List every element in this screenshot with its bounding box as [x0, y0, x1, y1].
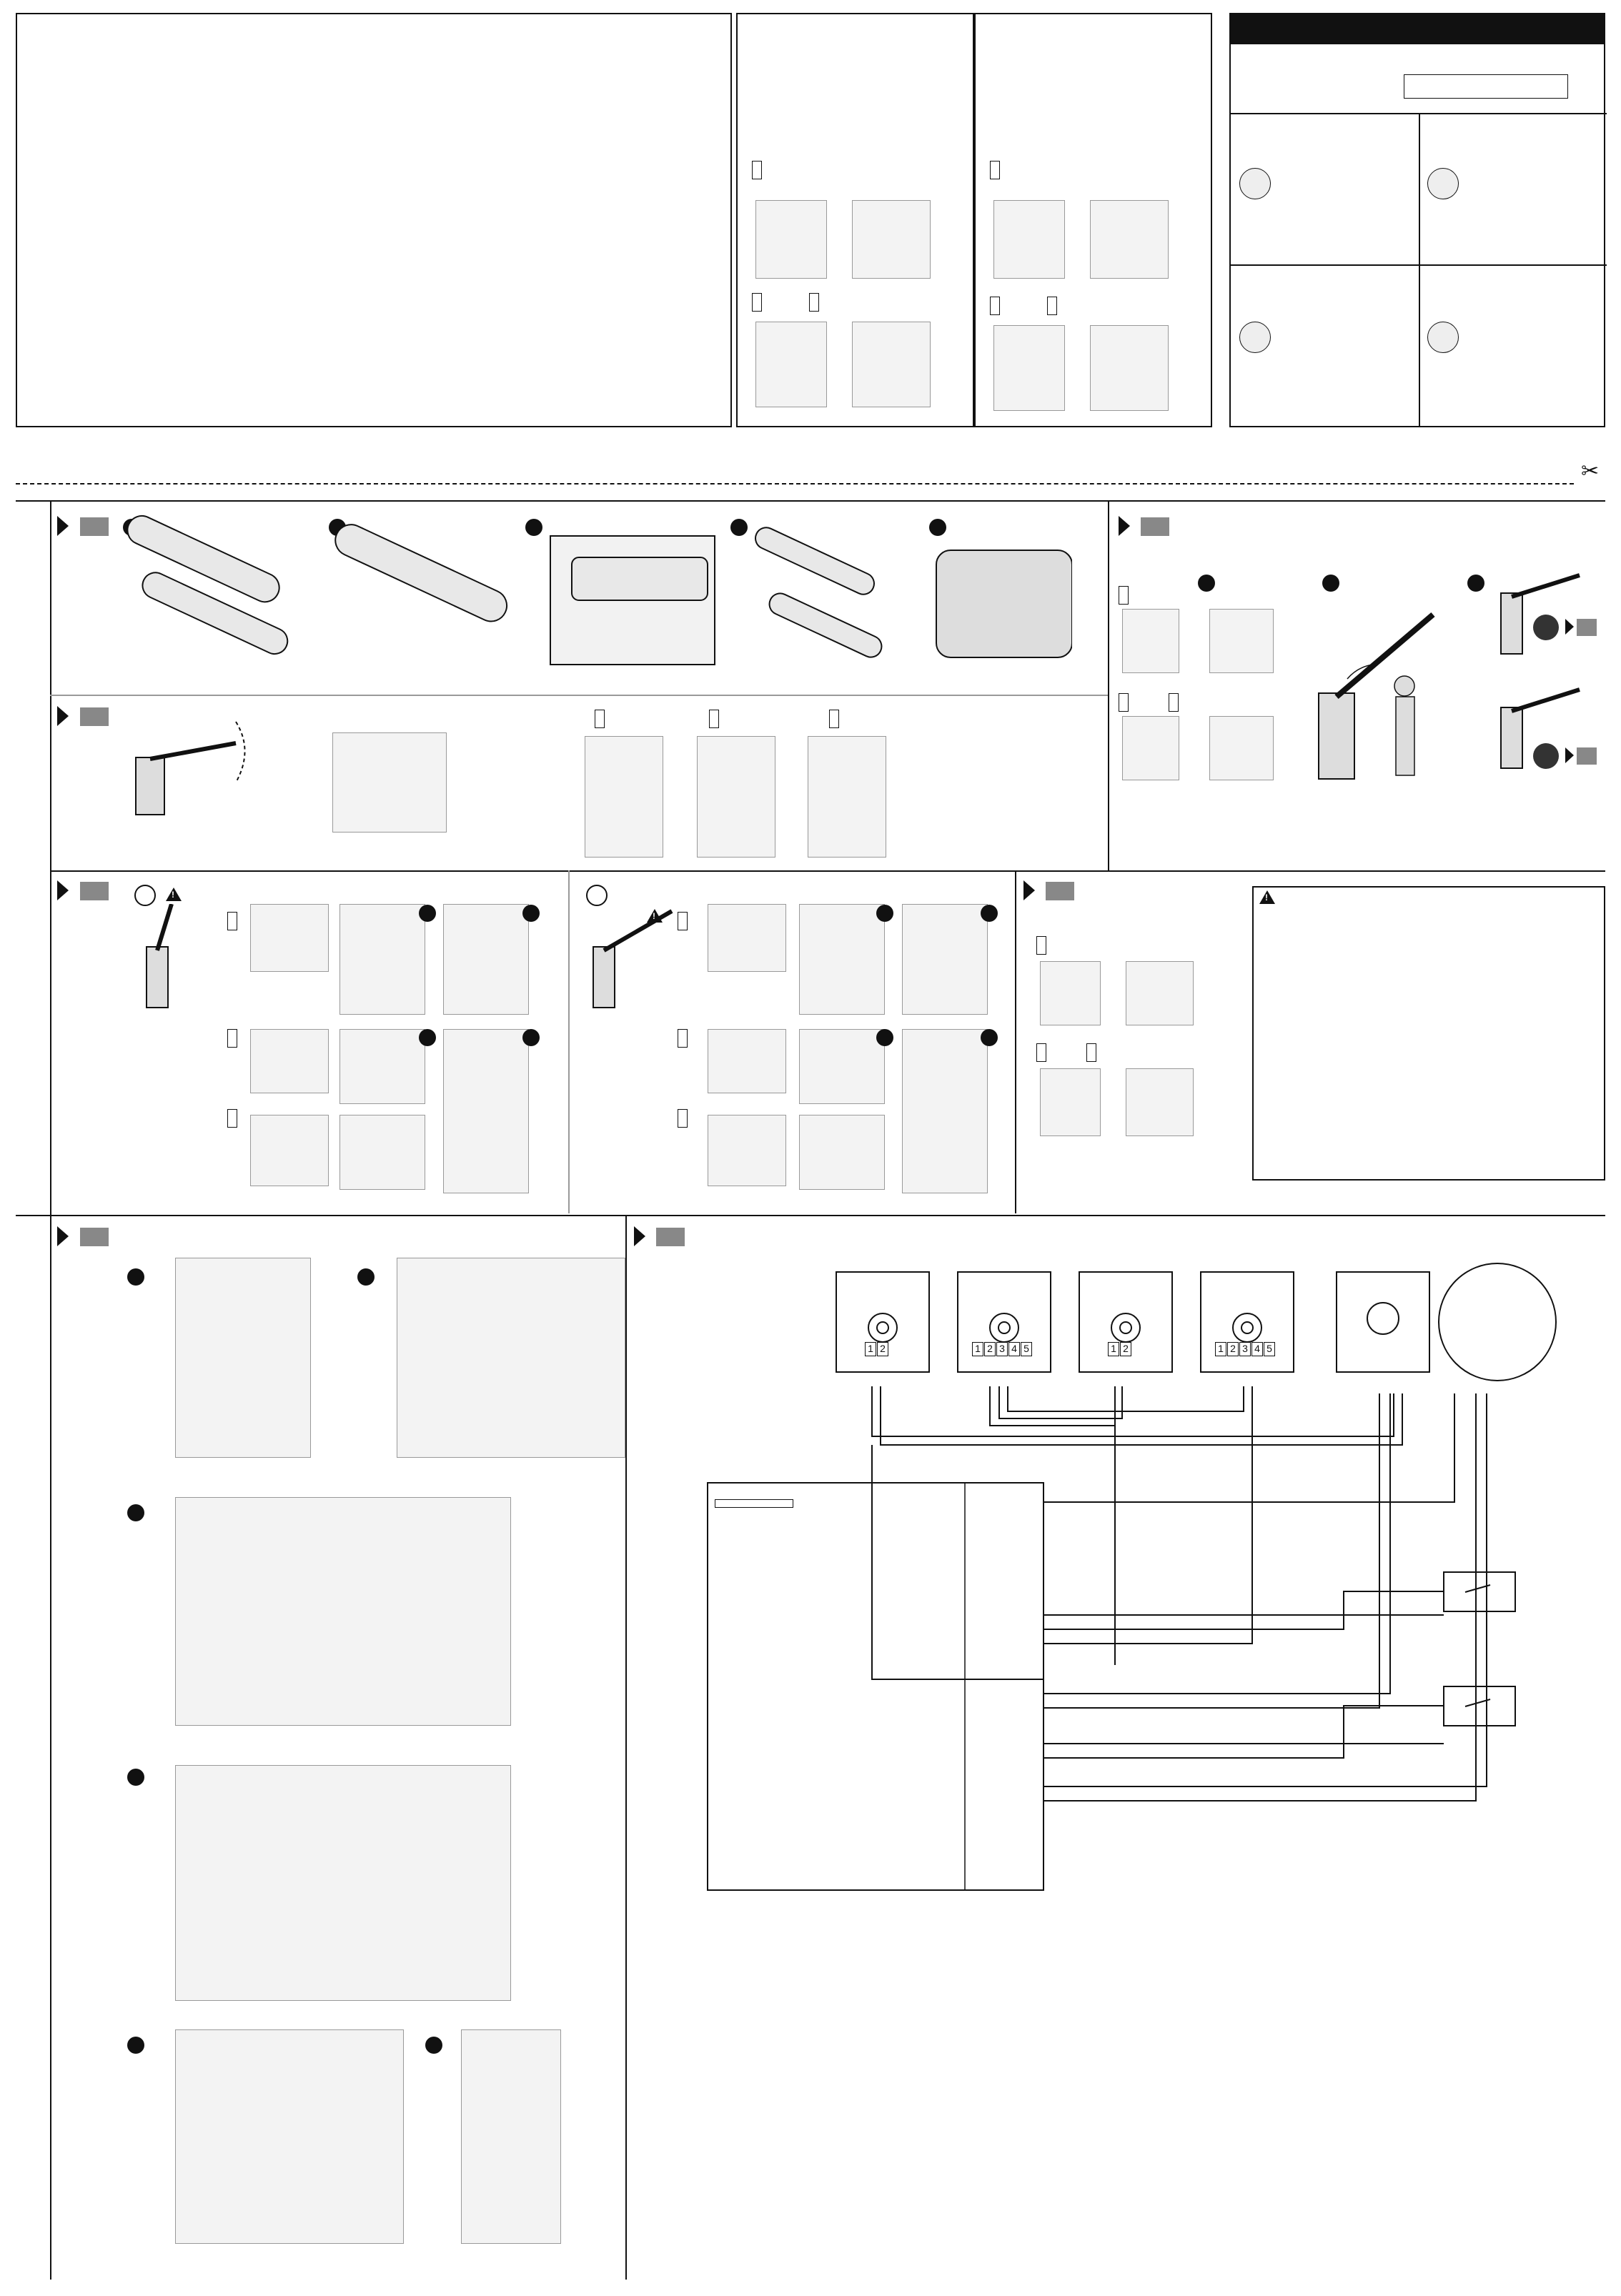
tp-knob: [1239, 168, 1271, 199]
p1-detail-a-s: [339, 904, 425, 1015]
unlock-illustration-ml2: [852, 322, 931, 407]
r-illustration-6: [461, 2029, 561, 2244]
r-step-2: [357, 1268, 375, 1286]
wide-l-tag: [1169, 693, 1179, 712]
photo-rx-terminals: 1 2 3 4 5: [972, 1342, 1033, 1356]
hand-down-icon: [1533, 743, 1559, 769]
wide-l-tag: [1047, 297, 1057, 315]
wide-l-warning-icon: [1259, 890, 1275, 904]
wide-s-tag: [227, 912, 237, 930]
p2-label-b: [981, 905, 998, 922]
r-illustration-4: [175, 1765, 511, 2001]
wide-l-tag: [227, 1109, 237, 1128]
fr-knob: [1239, 322, 1271, 353]
wide-s-tag: [990, 161, 1000, 179]
i-knob: [1427, 322, 1459, 353]
p1-label-a: [419, 905, 436, 922]
q-lock-s2: [1126, 961, 1194, 1025]
q-lock-ml2: [1126, 1068, 1194, 1136]
section-r-arrow: [57, 1226, 69, 1246]
r-step-1: [127, 1268, 144, 1286]
p2-detail-a-s: [799, 904, 885, 1015]
fl-knob: [1427, 168, 1459, 199]
o-balance-illustration: [1290, 600, 1454, 786]
p2-label-b: [981, 1029, 998, 1046]
p2-barrier-illustration: [586, 904, 686, 1011]
scissors-icon: ✂: [1581, 459, 1600, 483]
default-box: [1229, 13, 1605, 427]
hand-up-icon: [1533, 615, 1559, 640]
p2-detail-b-s: [902, 904, 988, 1015]
p1-detail-b-m: [443, 1029, 529, 1193]
wide-m-tag: [990, 297, 1000, 315]
p1-label-b: [522, 905, 540, 922]
r-step-5: [127, 2037, 144, 2054]
p1-label-b: [522, 1029, 540, 1046]
section-n-header: [80, 707, 109, 726]
n-barrier-illustration: [129, 715, 272, 822]
lock-illustration-ml1: [993, 325, 1065, 411]
warning-icon: [166, 888, 182, 901]
o-step-2: [1322, 575, 1339, 592]
unlock-illustration-s1: [755, 200, 827, 279]
wide-l-tag: [809, 293, 819, 312]
wide-m-tag: [1119, 693, 1129, 712]
p2-label-a: [876, 905, 893, 922]
o-unlock-ml1: [1122, 716, 1179, 780]
wide-l-tag: [678, 1109, 688, 1128]
p2-wrench-s: [708, 904, 786, 972]
r-step-3: [127, 1504, 144, 1521]
r-step-4: [127, 1769, 144, 1786]
section-o-arrow: [1119, 516, 1130, 536]
q-lock-ml1: [1040, 1068, 1101, 1136]
r-illustration-3: [175, 1497, 511, 1726]
section-r-header: [80, 1228, 109, 1246]
p1-detail-a-m: [339, 1029, 425, 1104]
unlock-illustration-ml1: [755, 322, 827, 407]
wide-l-tag: [1086, 1043, 1096, 1062]
r-step-6: [425, 2037, 442, 2054]
unlock-box: [736, 13, 974, 427]
o-unlock-s1: [1122, 609, 1179, 673]
r-illustration-5: [175, 2029, 404, 2244]
o-unlock-s2: [1209, 609, 1274, 673]
p-step-1: [134, 885, 156, 906]
section-m-arrow: [57, 516, 69, 536]
photo2-tx-terminals: 1 2: [1108, 1342, 1132, 1356]
n-spring-l: [808, 736, 886, 858]
r-illustration-1: [175, 1258, 311, 1458]
intro-box: [16, 13, 732, 427]
wide-s-tag: [678, 912, 688, 930]
wide-l-box: [1252, 886, 1605, 1181]
wide-s-tag: [752, 161, 762, 179]
p1-detail-a-l: [339, 1115, 425, 1190]
to-q-badge: [1577, 619, 1597, 636]
p2-detail-b-m: [902, 1029, 988, 1193]
n-spring-s: [585, 736, 663, 858]
n-spring-m: [697, 736, 775, 858]
wide-l-tag: [829, 710, 839, 728]
unlock-text: [738, 14, 973, 23]
wide-s-tag: [595, 710, 605, 728]
wide-m-tag: [752, 293, 762, 312]
lock-illustration-ml2: [1090, 325, 1169, 411]
p2-wrench-l: [708, 1115, 786, 1186]
p1-barrier-illustration: [139, 904, 225, 1011]
section-m-header: [80, 517, 109, 536]
p1-wrench-s: [250, 904, 329, 972]
wide-s-tag: [1036, 936, 1046, 955]
p2-label-a: [876, 1029, 893, 1046]
lock-text: [976, 14, 1211, 23]
section-p-header: [80, 882, 109, 900]
section-p-arrow: [57, 880, 69, 900]
section-q-arrow: [1023, 880, 1035, 900]
p1-wrench-l: [250, 1115, 329, 1186]
p1-detail-b-s: [443, 904, 529, 1015]
section-n-arrow: [57, 706, 69, 726]
wide-m-tag: [678, 1029, 688, 1048]
n-wrench-illustration: [332, 732, 447, 833]
to-p-badge: [1577, 747, 1597, 765]
m-step-illustrations: [107, 515, 1072, 679]
unlock-illustration-s2: [852, 200, 931, 279]
lock-illustration-s1: [993, 200, 1065, 279]
wide-m-tag: [227, 1029, 237, 1048]
section-q-header: [1046, 882, 1074, 900]
q-lock-s1: [1040, 961, 1101, 1025]
p2-wrench-m: [708, 1029, 786, 1093]
p1-wrench-m: [250, 1029, 329, 1093]
board-dip-switch: [715, 1499, 793, 1508]
p2-detail-a-m: [799, 1029, 885, 1104]
default-title: [1231, 14, 1604, 44]
o-step-3: [1467, 575, 1484, 592]
dip-switch-bank: [1404, 74, 1568, 99]
wide-m-tag: [709, 710, 719, 728]
p1-label-a: [419, 1029, 436, 1046]
cut-line: [16, 483, 1574, 484]
lock-illustration-s2: [1090, 200, 1169, 279]
r-illustration-2: [397, 1258, 625, 1458]
p-step-2: [586, 885, 608, 906]
section-o-header: [1141, 517, 1169, 536]
photo-tx-terminals: 1 2: [865, 1342, 889, 1356]
photo2-rx-terminals: 1 2 3 4 5: [1215, 1342, 1276, 1356]
wide-s-tag: [1119, 586, 1129, 605]
p2-detail-a-l: [799, 1115, 885, 1190]
o-step-1: [1198, 575, 1215, 592]
wide-m-tag: [1036, 1043, 1046, 1062]
o-unlock-ml2: [1209, 716, 1274, 780]
lock-box: [974, 13, 1212, 427]
